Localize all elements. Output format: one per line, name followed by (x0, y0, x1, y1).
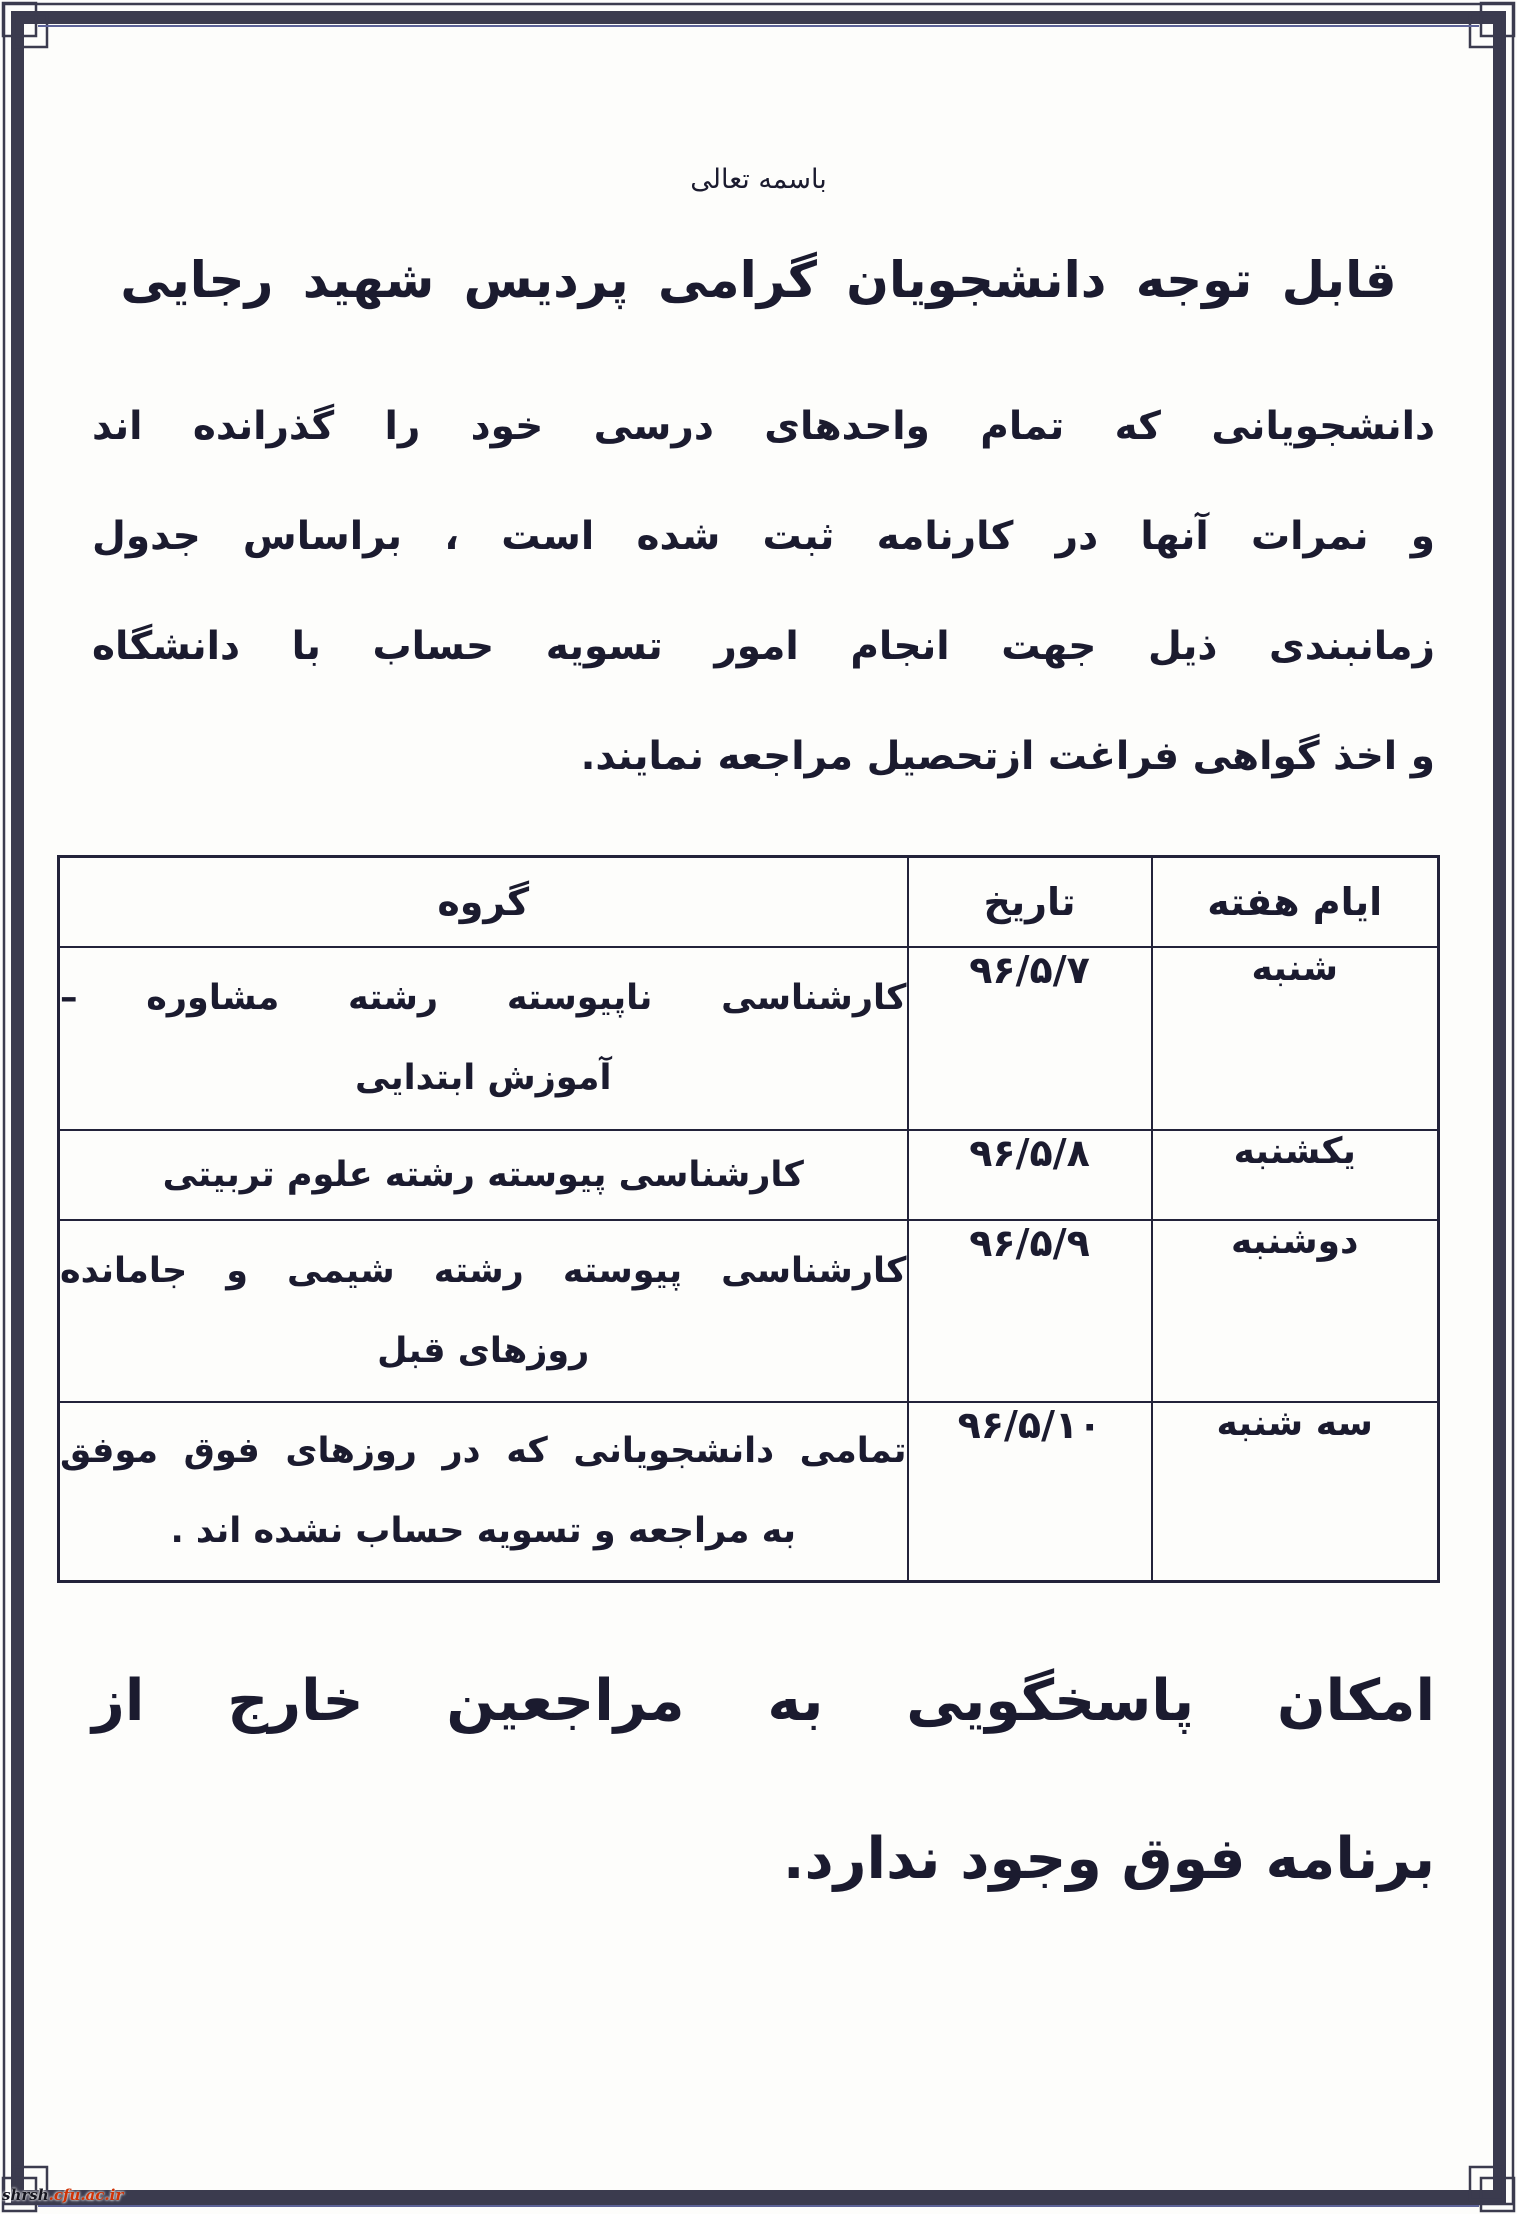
column-header-date: تاریخ (908, 857, 1152, 947)
footer-line: برنامه فوق وجود ندارد. (782, 1826, 1435, 1892)
column-header-group: گروه (59, 857, 908, 947)
group-line: روزهای قبل (377, 1330, 590, 1371)
group-line: کارشناسی پیوسته رشته شیمی و جامانده (60, 1250, 907, 1291)
cell-group (59, 1220, 908, 1402)
group-line: تمامی دانشجویانی که در روزهای فوق موفق (60, 1431, 907, 1472)
table-row (59, 1220, 1439, 1402)
cell-weekday: یکشنبه (1152, 1130, 1439, 1220)
watermark-site-domain: .cfu.ac.ir (48, 2186, 124, 2204)
cell-weekday: دوشنبه (1152, 1220, 1439, 1402)
cell-date: ۹۶/۵/۸ (908, 1130, 1152, 1220)
cell-date: ۹۶/۵/۱۰ (908, 1402, 1152, 1582)
bismillah-text: باسمه تعالی (690, 164, 827, 195)
cell-group (59, 1402, 908, 1582)
footer-line: امکان پاسخگویی به مراجعین خارج از (92, 1668, 1435, 1734)
footer-notice (92, 1622, 1435, 1938)
watermark (2, 2186, 123, 2204)
table-row (59, 1402, 1439, 1582)
cell-group (59, 947, 908, 1130)
watermark-site-prefix: shrsh (2, 2186, 49, 2204)
paragraph-line: و اخذ گواهی فراغت ازتحصیل مراجعه نمایند. (580, 734, 1435, 779)
group-line: آموزش ابتدایی (355, 1058, 612, 1098)
paragraph-line: زمانبندی ذیل جهت انجام امور تسویه حساب با دانشگاه (92, 624, 1435, 669)
cell-group (59, 1130, 908, 1220)
cell-weekday: شنبه (1152, 947, 1439, 1130)
table-row (59, 947, 1439, 1130)
group-line: کارشناسی ناپیوسته رشته مشاوره – (60, 978, 907, 1018)
notice-title: قابل توجه دانشجویان گرامی پردیس شهید رجایی (120, 251, 1397, 309)
paragraph-line: و نمرات آنها در کارنامه ثبت شده است ، براساس جدول (92, 514, 1435, 559)
paragraph-line: دانشجویانی که تمام واحدهای درسی خود را گذرانده اند (92, 404, 1435, 449)
group-line: به مراجعه و تسویه حساب نشده اند . (170, 1511, 797, 1552)
cell-date: ۹۶/۵/۷ (908, 947, 1152, 1130)
notice-paragraph (92, 372, 1435, 812)
schedule-table (57, 855, 1440, 1583)
cell-date: ۹۶/۵/۹ (908, 1220, 1152, 1402)
group-line: کارشناسی پیوسته رشته علوم تربیتی (162, 1154, 804, 1195)
table-row (59, 1130, 1439, 1220)
column-header-weekday: ایام هفته (1152, 857, 1439, 947)
cell-weekday: سه شنبه (1152, 1402, 1439, 1582)
table-header-row (59, 857, 1439, 947)
